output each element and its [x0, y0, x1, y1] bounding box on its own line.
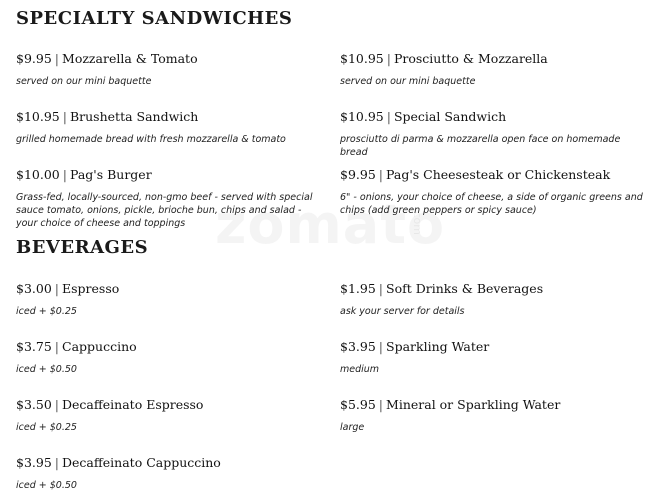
- item-heading: [340, 397, 645, 413]
- menu-item-mineral-water: [340, 397, 645, 434]
- price-separator: |: [54, 397, 60, 412]
- item-name: Espresso: [62, 281, 120, 296]
- item-description: iced + $0.25: [16, 422, 77, 433]
- item-name: Special Sandwich: [393, 109, 507, 124]
- section-title-beverages: BEVERAGES: [16, 237, 149, 258]
- menu-item-cappuccino: [16, 339, 321, 376]
- price-separator: |: [54, 281, 60, 296]
- price-separator: |: [378, 281, 384, 296]
- item-description: large: [340, 422, 365, 433]
- section-title-sandwiches: SPECIALTY SANDWICHES: [16, 8, 293, 29]
- item-description: medium: [340, 364, 380, 375]
- price-separator: |: [62, 167, 67, 182]
- price-separator: |: [378, 397, 384, 412]
- item-price: $10.95: [16, 109, 60, 124]
- item-price: $5.95: [340, 397, 376, 412]
- item-name: Sparkling Water: [386, 339, 490, 354]
- item-price: $9.95: [340, 167, 376, 182]
- item-description: 6" - onions, your choice of cheese, a side of organic greens and chips (add green peppers or spicy sauce): [340, 192, 643, 216]
- item-heading: [340, 167, 645, 183]
- item-price: $9.95: [16, 51, 52, 66]
- item-name: Brushetta Sandwich: [69, 109, 199, 124]
- item-heading: [16, 397, 321, 413]
- item-name: Decaffeinato Cappuccino: [62, 455, 221, 470]
- item-price: $10.00: [16, 167, 60, 182]
- item-description: served on our mini baquette: [340, 76, 476, 87]
- menu-item-mozzarella-tomato: [16, 51, 321, 88]
- item-name: Prosciutto & Mozzarella: [393, 51, 548, 66]
- item-description: iced + $0.50: [16, 364, 77, 375]
- item-price: $10.95: [340, 51, 384, 66]
- item-price: $3.75: [16, 339, 52, 354]
- item-heading: [340, 109, 645, 125]
- watermark-domain: .com: [411, 208, 424, 235]
- menu-item-pags-burger: [16, 167, 321, 230]
- item-heading: [340, 51, 645, 67]
- item-heading: [16, 281, 321, 297]
- price-separator: |: [378, 167, 384, 182]
- item-name: Cappuccino: [62, 339, 137, 354]
- menu-item-espresso: [16, 281, 321, 318]
- price-separator: |: [54, 51, 60, 66]
- price-separator: |: [378, 339, 384, 354]
- item-description: grilled homemade bread with fresh mozzarella & tomato: [16, 134, 286, 145]
- price-separator: |: [54, 455, 60, 470]
- menu-item-prosciutto-mozzarella: [340, 51, 645, 88]
- item-price: $3.50: [16, 397, 52, 412]
- menu-item-soft-drinks: [340, 281, 645, 318]
- item-heading: [16, 109, 321, 125]
- menu-item-brushetta-sandwich: [16, 109, 321, 146]
- item-heading: [340, 281, 645, 297]
- item-price: $10.95: [340, 109, 384, 124]
- menu-item-pags-cheesesteak: [340, 167, 645, 217]
- item-heading: [16, 167, 321, 183]
- price-separator: |: [62, 109, 67, 124]
- item-name: Soft Drinks & Beverages: [386, 281, 544, 296]
- item-price: $1.95: [340, 281, 376, 296]
- item-name: Decaffeinato Espresso: [62, 397, 204, 412]
- item-name: Pag's Burger: [69, 167, 152, 182]
- item-description: iced + $0.50: [16, 480, 77, 491]
- price-separator: |: [386, 51, 391, 66]
- item-heading: [16, 455, 321, 471]
- item-name: Mozzarella & Tomato: [62, 51, 198, 66]
- item-price: $3.95: [16, 455, 52, 470]
- item-price: $3.00: [16, 281, 52, 296]
- item-name: Mineral or Sparkling Water: [386, 397, 561, 412]
- item-heading: [16, 51, 321, 67]
- item-description: prosciutto di parma & mozzarella open face on homemade bread: [340, 134, 621, 158]
- menu-item-decaffeinato-espresso: [16, 397, 321, 434]
- menu-item-decaffeinato-cappuccino: [16, 455, 321, 492]
- item-description: iced + $0.25: [16, 306, 77, 317]
- item-heading: [16, 339, 321, 355]
- item-description: ask your server for details: [340, 306, 465, 317]
- menu-item-sparkling-water: [340, 339, 645, 376]
- item-price: $3.95: [340, 339, 376, 354]
- item-description: served on our mini baquette: [16, 76, 152, 87]
- price-separator: |: [386, 109, 391, 124]
- price-separator: |: [54, 339, 60, 354]
- item-description: Grass-fed, locally-sourced, non-gmo beef - served with special sauce tomato, onions, pickle, brioche bun, chips and salad - your choice of cheese and toppings: [16, 192, 313, 229]
- item-heading: [340, 339, 645, 355]
- item-name: Pag's Cheesesteak or Chickensteak: [386, 167, 611, 182]
- menu-item-special-sandwich: [340, 109, 645, 159]
